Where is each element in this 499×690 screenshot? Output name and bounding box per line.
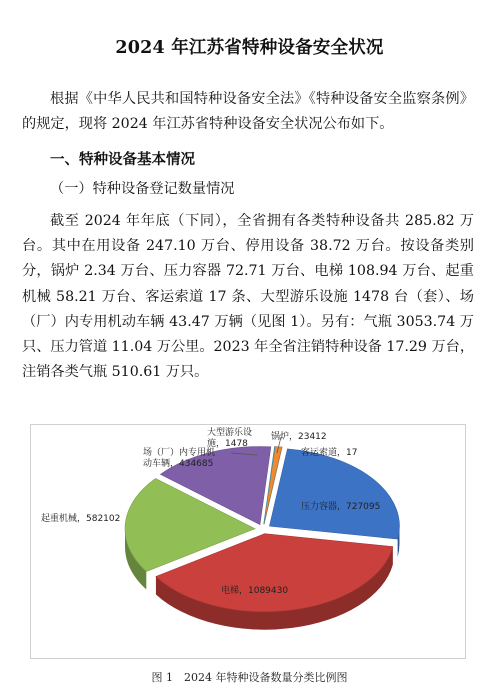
pie-chart-frame xyxy=(30,424,466,659)
pie-label-压力容器: 压力容器，727095 xyxy=(301,502,381,512)
pie-label-场（厂）内专用机动车辆: 场（厂）内专用机动车辆，434685 xyxy=(143,448,216,469)
pie-slice-压力容器 xyxy=(269,449,399,539)
pie-label-大型游乐设施: 大型游乐设施，1478 xyxy=(207,428,253,449)
page-title: 2024 年江苏省特种设备安全状况 xyxy=(115,38,384,58)
section-heading: 一、特种设备基本情况 xyxy=(50,151,195,168)
intro-paragraph: 根据《中华人民共和国特种设备安全法》《特种设备安全监察条例》的规定，现将 2024 年江苏省特种设备安全状况公布如下。 xyxy=(22,91,474,133)
pie-label-起重机械: 起重机械，582102 xyxy=(41,514,121,524)
pie-label-锅炉: 锅炉，23412 xyxy=(271,432,327,442)
subsection-heading: （一）特种设备登记数量情况 xyxy=(50,181,235,197)
body-paragraph: 截至 2024 年年底（下同），全省拥有各类特种设备共 285.82 万台。其中在用设备 247.10 万台、停用设备 38.72 万台。按设备类别分，锅炉 2.34 万台、压力容器 72.71 万台、电梯 108.94 万台、起重机械 58.21 万台、客运索道 17 条、大型游乐设施 1478 台（套）、场（厂）内专用机动车辆 43.47 万辆（见图 1）。另有：气瓶 3053.74 万只、压力管道 11.04 万公里。2023 年全省注销特种设备 17.29 万台，注销各类气瓶 510.61 万只。 xyxy=(22,213,475,381)
pie-label-客运索道: 客运索道，17 xyxy=(301,448,358,458)
pie-chart xyxy=(31,425,465,658)
figure-caption: 图 1 2024 年特种设备数量分类比例图 xyxy=(151,671,348,684)
pie-label-电梯: 电梯，1089430 xyxy=(221,586,289,596)
